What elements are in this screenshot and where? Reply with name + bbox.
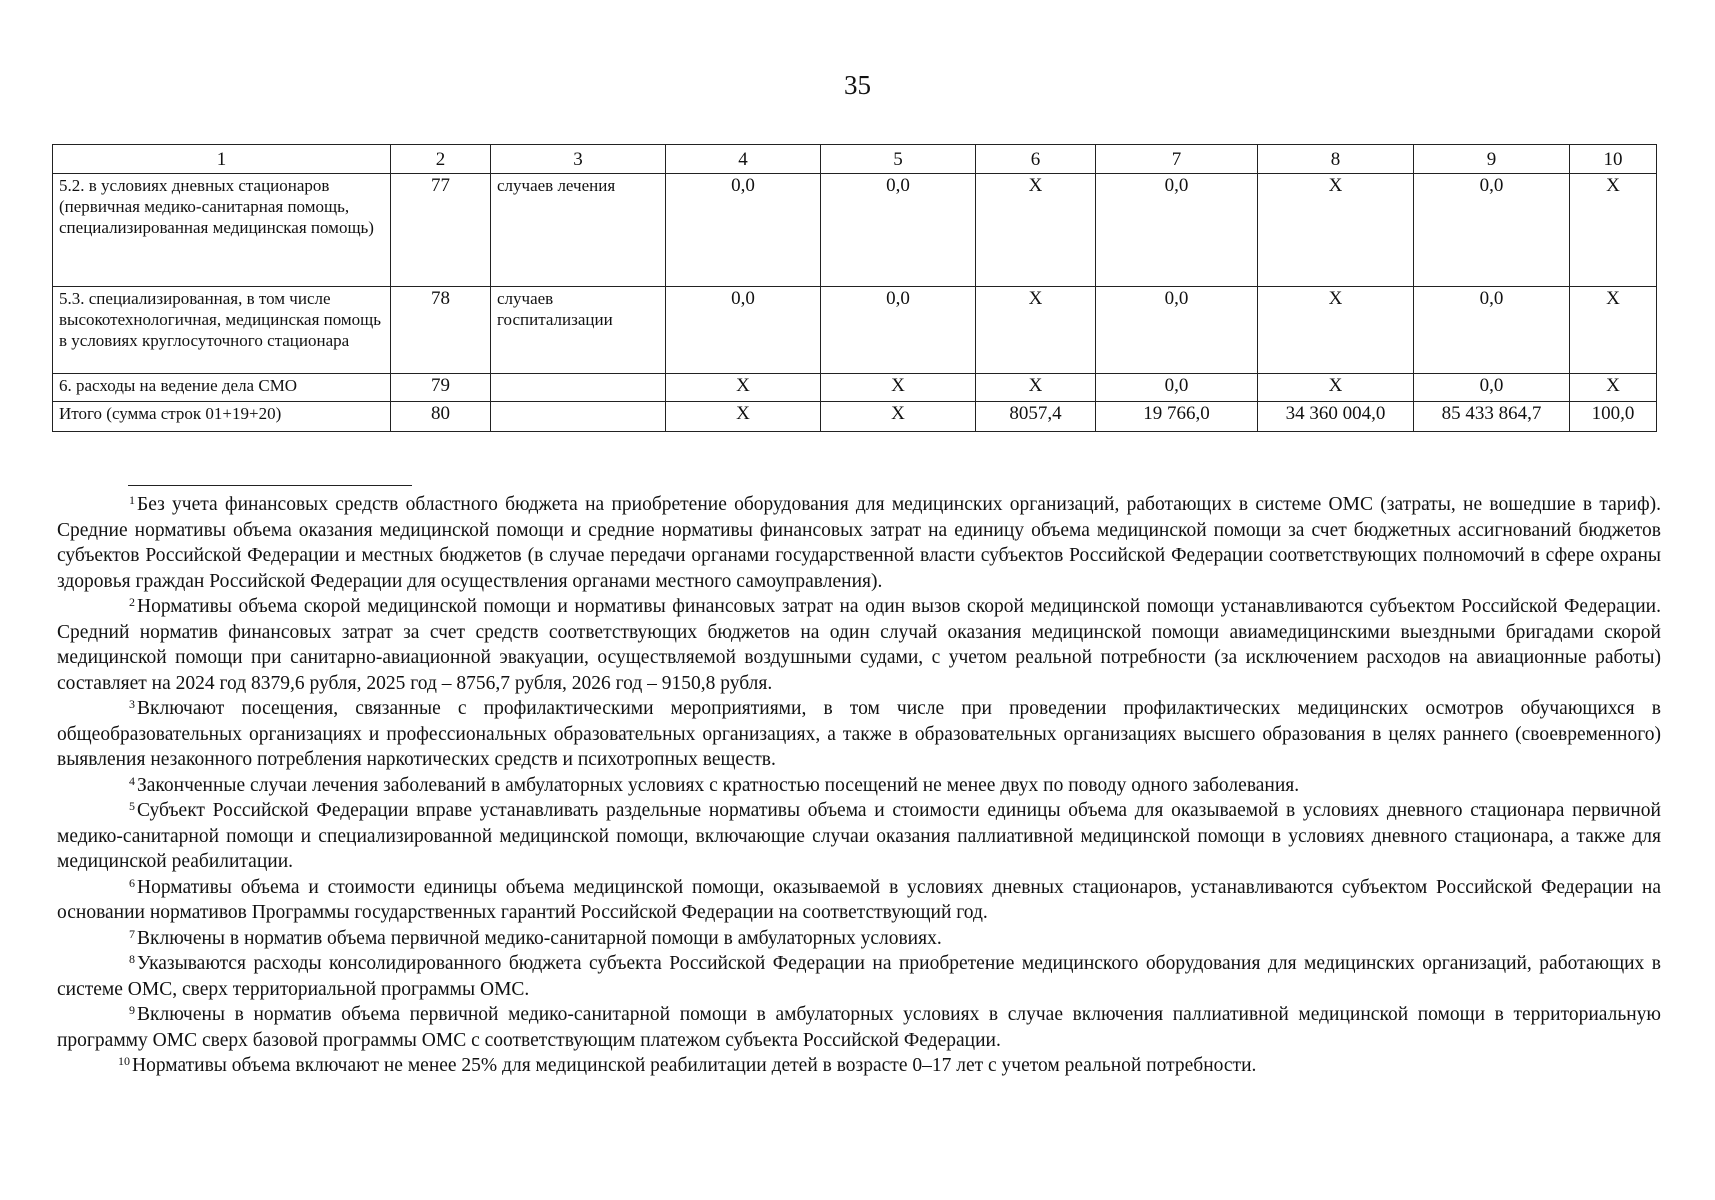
footnote-marker: 1 — [129, 493, 135, 507]
table-cell: 85 433 864,7 — [1414, 402, 1570, 432]
footnote-text: Нормативы объема и стоимости единицы объема медицинской помощи, оказываемой в условиях дневных стационаров, устанавливаются субъектом Российской Федерации на основании нормативов Программы государственных гарантий Российской Федерации на соответствующий год. — [57, 876, 1661, 923]
table-cell: 0,0 — [1096, 287, 1258, 374]
footnote-text: Нормативы объема включают не менее 25% для медицинской реабилитации детей в возрасте 0–17 лет с учетом реальной потребности. — [132, 1055, 1257, 1076]
table-cell: 100,0 — [1570, 402, 1657, 432]
table-cell: X — [666, 402, 821, 432]
footnote — [57, 696, 1661, 773]
table-cell: 0,0 — [1414, 374, 1570, 402]
row-number: 78 — [391, 287, 491, 374]
table-header-row — [53, 145, 1657, 174]
page-number: 35 — [844, 70, 871, 100]
table-cell: X — [1570, 374, 1657, 402]
unit-cell: случаев госпитализации — [491, 287, 666, 374]
footnote-marker: 8 — [129, 952, 135, 966]
footnote-text: Включают посещения, связанные с профилактическими мероприятиями, в том числе при проведении профилактических медицинских осмотров обучающихся в общеобразовательных организациях и профессиональных образовательных организациях, а также в образовательных организациях высшего образования в целях раннего (своевременного) выявления незаконного потребления наркотических средств и психотропных веществ. — [57, 698, 1661, 770]
row-number: 80 — [391, 402, 491, 432]
table-cell: X — [976, 374, 1096, 402]
footnote — [57, 492, 1661, 594]
footnote-text: Субъект Российской Федерации вправе устанавливать раздельные нормативы объема и стоимости единицы объема для оказываемой в условиях дневного стационара первичной медико-санитарной помощи и специализированной медицинской помощи, включающие случаи оказания паллиативной медицинской помощи в условиях дневного стационара, а также для медицинской реабилитации. — [57, 800, 1661, 872]
row-number: 79 — [391, 374, 491, 402]
unit-cell: случаев лечения — [491, 174, 666, 287]
footnote-marker: 2 — [129, 595, 135, 609]
footnote-marker: 4 — [129, 773, 135, 788]
footnote-marker: 5 — [129, 799, 135, 813]
column-header: 5 — [821, 145, 976, 174]
table-cell: 19 766,0 — [1096, 402, 1258, 432]
footnote-marker: 6 — [129, 875, 135, 890]
table-cell: 0,0 — [1414, 174, 1570, 287]
footnote-marker: 9 — [129, 1003, 135, 1017]
unit-cell — [491, 402, 666, 432]
table-cell: X — [1258, 287, 1414, 374]
footnote — [57, 798, 1661, 875]
data-table — [52, 144, 1657, 432]
table-cell: X — [976, 174, 1096, 287]
column-header: 2 — [391, 145, 491, 174]
footnote-text: Указываются расходы консолидированного бюджета субъекта Российской Федерации на приобретение медицинского оборудования для медицинских организаций, работающих в системе ОМС, сверх территориальной программы ОМС. — [57, 953, 1661, 1000]
table-cell: 8057,4 — [976, 402, 1096, 432]
footnote-text: Включены в норматив объема первичной медико-санитарной помощи в амбулаторных условиях. — [137, 927, 942, 949]
footnote-marker: 3 — [129, 697, 135, 711]
footnote — [57, 1002, 1661, 1053]
column-header: 10 — [1570, 145, 1657, 174]
footnote — [57, 1053, 1661, 1079]
column-header: 7 — [1096, 145, 1258, 174]
footnote — [57, 594, 1661, 696]
table-cell: X — [1570, 287, 1657, 374]
column-header: 3 — [491, 145, 666, 174]
table-cell: 0,0 — [821, 287, 976, 374]
footnote-marker: 7 — [129, 926, 135, 941]
table-cell: 0,0 — [1096, 374, 1258, 402]
footnote — [57, 951, 1661, 1002]
footnote-text: Законченные случаи лечения заболеваний в амбулаторных условиях с кратностью посещений не менее двух по поводу одного заболевания. — [137, 774, 1300, 796]
unit-cell — [491, 374, 666, 402]
footnote-text: Без учета финансовых средств областного бюджета на приобретение оборудования для медицинских организаций, работающих в системе ОМС (затраты, не вошедшие в тариф). Средние нормативы объема оказания медицинской помощи и средние нормативы финансовых затрат на единицу объема медицинской помощи за счет бюджетных ассигнований бюджетов субъектов Российской Федерации и местных бюджетов (в случае передачи органами государственной власти субъектов Российской Федерации соответствующих полномочий в сфере охраны здоровья граждан Российской Федерации для осуществления органами местного самоуправления). — [57, 494, 1661, 592]
footnote — [57, 773, 1661, 799]
table-cell: 0,0 — [1414, 287, 1570, 374]
column-header: 4 — [666, 145, 821, 174]
row-label: 5.3. специализированная, в том числе высокотехнологичная, медицинская помощь в условиях круглосуточного стационара — [53, 287, 391, 374]
table-cell: 0,0 — [666, 174, 821, 287]
footnotes — [57, 492, 1661, 1079]
footnote-marker: 10 — [118, 1054, 130, 1068]
column-header: 8 — [1258, 145, 1414, 174]
table-cell: 0,0 — [821, 174, 976, 287]
column-header: 1 — [53, 145, 391, 174]
table-row — [53, 287, 1657, 374]
footnote-text: Нормативы объема скорой медицинской помощи и нормативы финансовых затрат на один вызов скорой медицинской помощи устанавливаются субъектом Российской Федерации. Средний норматив финансовых затрат за счет средств соответствующих бюджетов на один случай оказания медицинской помощи авиамедицинскими выездными бригадами скорой медицинской помощи при санитарно-авиационной эвакуации, осуществляемой воздушными судами, с учетом реальной потребности (за исключением расходов на авиационные работы) составляет на 2024 год 8379,6 рубля, 2025 год – 8756,7 рубля, 2026 год – 9150,8 рубля. — [57, 596, 1661, 694]
column-header: 6 — [976, 145, 1096, 174]
table-row — [53, 174, 1657, 287]
table-cell: X — [1258, 174, 1414, 287]
footnote — [57, 875, 1661, 926]
table-cell: 0,0 — [666, 287, 821, 374]
table-cell: X — [821, 402, 976, 432]
table-cell: X — [1570, 174, 1657, 287]
table-total-row — [53, 402, 1657, 432]
column-header: 9 — [1414, 145, 1570, 174]
table-cell: X — [1258, 374, 1414, 402]
row-label: 6. расходы на ведение дела СМО — [53, 374, 391, 402]
table-cell: X — [976, 287, 1096, 374]
footnote-separator — [128, 485, 412, 486]
table-cell: 34 360 004,0 — [1258, 402, 1414, 432]
footnote — [57, 926, 1661, 952]
table-cell: X — [821, 374, 976, 402]
table-row — [53, 374, 1657, 402]
row-number: 77 — [391, 174, 491, 287]
table-cell: 0,0 — [1096, 174, 1258, 287]
table-cell: X — [666, 374, 821, 402]
footnote-text: Включены в норматив объема первичной медико-санитарной помощи в амбулаторных условиях в случае включения паллиативной медицинской помощи в территориальную программу ОМС сверх базовой программы ОМС с соответствующим платежом субъекта Российской Федерации. — [57, 1004, 1661, 1051]
row-label: 5.2. в условиях дневных стационаров (первичная медико-санитарная помощь, специализированная медицинская помощь) — [53, 174, 391, 287]
row-label: Итого (сумма строк 01+19+20) — [53, 402, 391, 432]
